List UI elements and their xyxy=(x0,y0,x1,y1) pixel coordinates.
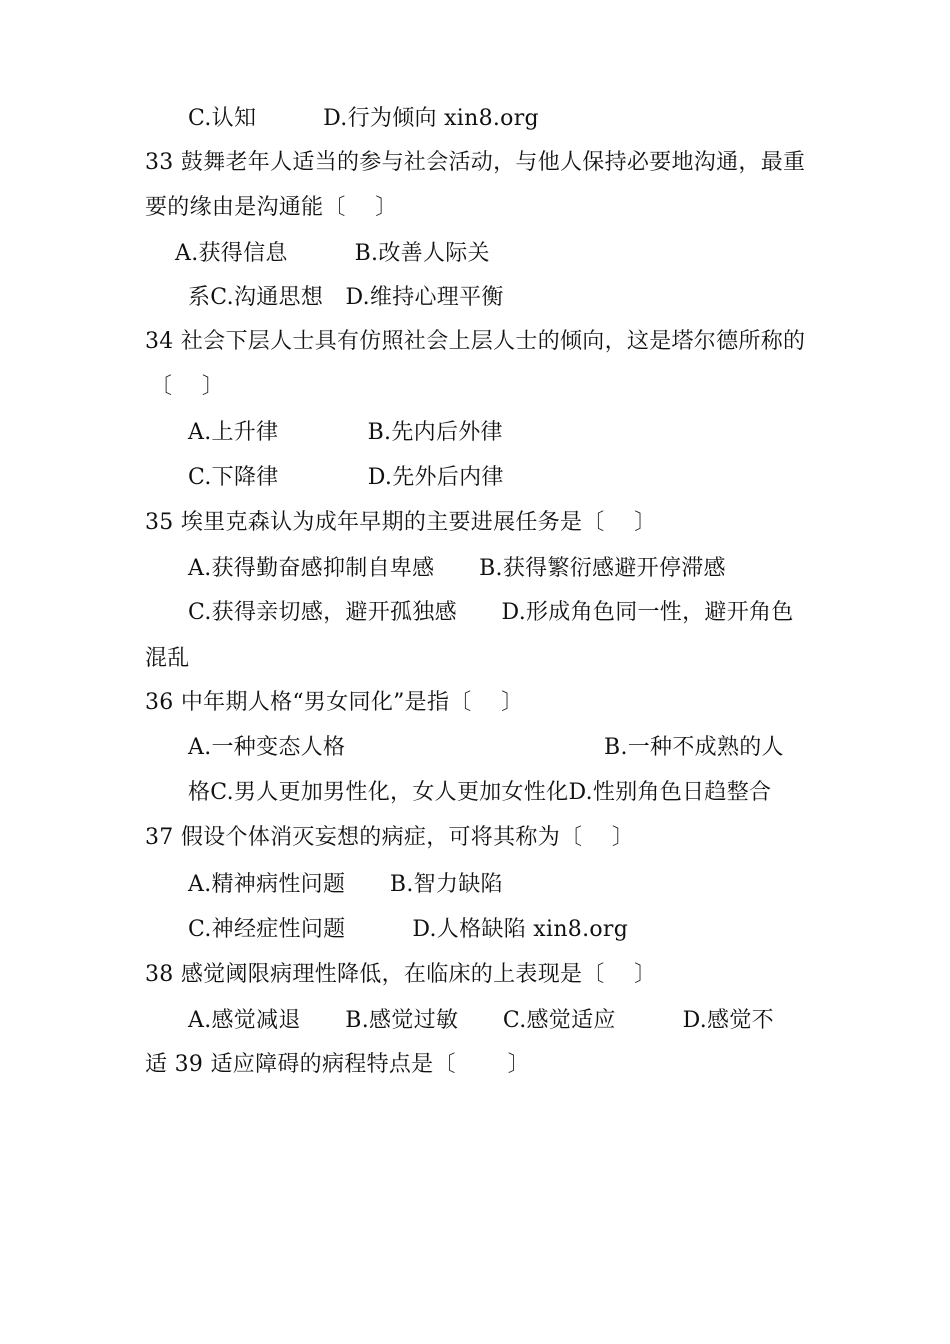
q36-option-b: B.一种不成熟的人 xyxy=(604,735,784,760)
q35-options-line3: 混乱 xyxy=(145,646,190,671)
q35-options-line2: C.获得亲切感，避开孤独感 D.形成角色同一性，避开角色 xyxy=(188,600,794,625)
q32-options-line2: C.认知 D.行为倾向 xin8.org xyxy=(188,106,539,131)
q37-options-line1: A.精神病性问题 B.智力缺陷 xyxy=(188,872,503,897)
q36-option-a: A.一种变态人格 xyxy=(188,735,346,760)
q34-options-line2: C.下降律 D.先外后内律 xyxy=(188,465,504,490)
q34-stem-line1: 34 社会下层人士具有仿照社会上层人士的倾向，这是塔尔德所称的 xyxy=(145,329,806,354)
q34-options-line1: A.上升律 B.先内后外律 xyxy=(188,420,503,445)
q35-stem: 35 埃里克森认为成年早期的主要进展任务是〔 〕 xyxy=(145,510,657,535)
q34-stem-line2: 〔 〕 xyxy=(150,374,225,399)
q37-options-line2: C.神经症性问题 D.人格缺陷 xin8.org xyxy=(188,917,629,942)
q33-stem-line2: 要的缘由是沟通能〔 〕 xyxy=(145,195,398,220)
q38-stem: 38 感觉阈限病理性降低，在临床的上表现是〔 〕 xyxy=(145,962,657,987)
q36-options-line2: 格C.男人更加男性化，女人更加女性化D.性别角色日趋整合 xyxy=(188,780,772,805)
q33-stem-line1: 33 鼓舞老年人适当的参与社会活动，与他人保持必要地沟通，最重 xyxy=(145,150,806,175)
q33-options-line1: A.获得信息 B.改善人际关 xyxy=(175,241,490,266)
q38-q39-line: 适 39 适应障碍的病程特点是〔 〕 xyxy=(145,1052,530,1077)
q36-stem: 36 中年期人格“男女同化”是指〔 〕 xyxy=(145,690,524,715)
q38-options-line1: A.感觉减退 B.感觉过敏 C.感觉适应 D.感觉不 xyxy=(188,1008,774,1033)
q35-options-line1: A.获得勤奋感抑制自卑感 B.获得繁衍感避开停滞感 xyxy=(188,556,726,581)
q37-stem: 37 假设个体消灭妄想的病症，可将其称为〔 〕 xyxy=(145,825,635,850)
q33-options-line2: 系C.沟通思想 D.维持心理平衡 xyxy=(188,285,504,310)
